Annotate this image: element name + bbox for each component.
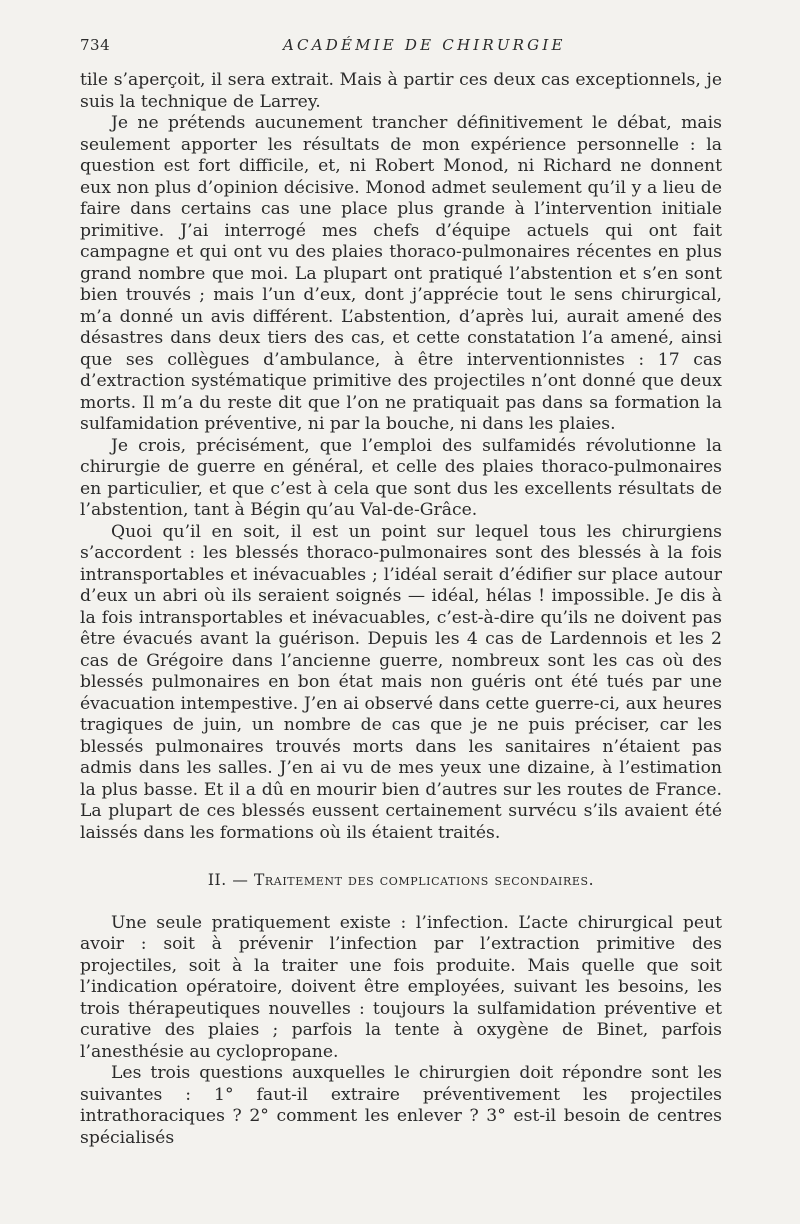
paragraph: Les trois questions auxquelles le chirurgien doit répondre sont les suivantes : 1° faut-il extraire préventivement les projectiles intrathoraciques ? 2° comment les enlever ? 3° est-il besoin de centres spécialisés [80,1063,722,1148]
paragraph: Je crois, précisément, que l’emploi des sulfamidés révolutionne la chirurgie de guerre en général, et celle des plaies thoraco-pulmonaires en particulier, et que c’est à cela que sont dus les excellents résultats de l’abstention, tant à Bégin qu’au Val-de-Grâce. [80,435,722,520]
body-text [80,70,722,1149]
journal-title: ACADÉMIE DE CHIRURGIE [283,36,566,54]
paragraph: tile s’aperçoit, il sera extrait. Mais à partir ces deux cas exceptionnels, je suis la technique de Larrey. [80,70,722,112]
section-number: II. [207,871,227,889]
section-dash: — [232,871,249,889]
section-title: Traitement des complications secondaires. [253,871,595,889]
page-number: 734 [80,36,111,54]
paragraph: Une seule pratiquement existe : l’infection. L’acte chirurgical peut avoir : soit à prévenir l’infection par l’extraction primitive des projectiles, soit à la traiter une fois produite. Mais quelle que soit l’indication opératoire, doivent être employées, suivant les besoins, les trois thérapeutiques nouvelles : toujours la sulfamidation préventive et curative des plaies ; parfois la tente à oxygène de Binet, parfois l’anesthésie au cyclopropane. [80,912,722,1062]
paragraph: Quoi qu’il en soit, il est un point sur lequel tous les chirurgiens s’accordent : les blessés thoraco-pulmonaires sont des blessés à la fois intransportables et inévacuables ; l’idéal serait d’édifier sur place autour d’eux un abri où ils seraient soignés — idéal, hélas ! impossible. Je dis à la fois intransportables et inévacuables, c’est-à-dire qu’ils ne doivent pas être évacués avant la guérison. Depuis les 4 cas de Lardennois et les 2 cas de Grégoire dans l’ancienne guerre, nombreux sont les cas où des blessés pulmonaires en bon état mais non guéris ont été tués par une évacuation intempestive. J’en ai observé dans cette guerre-ci, aux heures tragiques de juin, un nombre de cas que je ne puis préciser, car les blessés pulmonaires trouvés morts dans les sanitaires n’étaient pas admis dans les salles. J’en ai vu de mes yeux une dizaine, à l’estimation la plus basse. Et il a dû en mourir bien d’autres sur les routes de France. La plupart de ces blessés eussent certainement survécu s’ils avaient été laissés dans les formations où ils étaient traités. [80,521,722,843]
running-head [80,36,720,58]
section-heading [80,870,722,892]
paragraph: Je ne prétends aucunement trancher définitivement le débat, mais seulement apporter les résultats de mon expérience personnelle : la question est fort difficile, et, ni Robert Monod, ni Richard ne donnent eux non plus d’opinion décisive. Monod admet seulement qu’il y a lieu de faire dans certains cas une place plus grande à l’intervention initiale primitive. J’ai interrogé mes chefs d’équipe actuels qui ont fait campagne et qui ont vu des plaies thoraco-pulmonaires récentes en plus grand nombre que moi. La plupart ont pratiqué l’abstention et s’en sont bien trouvés ; mais l’un d’eux, dont j’apprécie tout le sens chirurgical, m’a donné un avis différent. L’abstention, d’après lui, aurait amené des désastres dans deux tiers des cas, et cette constatation l’a amené, ainsi que ses collègues d’ambulance, à être interventionnistes : 17 cas d’extraction systématique primitive des projectiles n’ont donné que deux morts. Il m’a du reste dit que l’on ne pratiquait pas dans sa formation la sulfamidation préventive, ni par la bouche, ni dans les plaies. [80,113,722,434]
